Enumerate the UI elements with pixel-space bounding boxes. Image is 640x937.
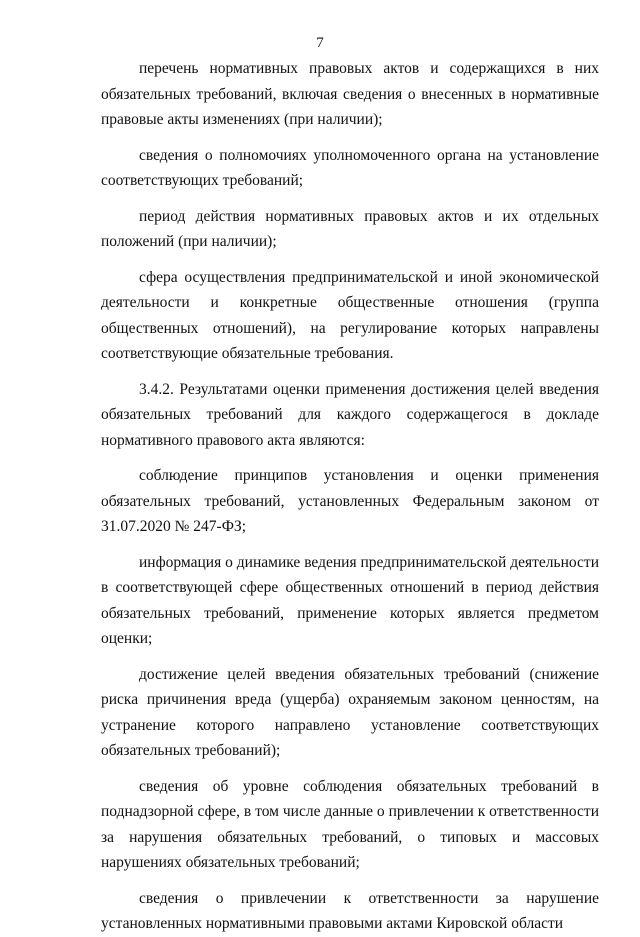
paragraph-principles-compliance: соблюдение принципов установления и оценки применения обязательных требований, установленных Федеральным законом от 31.07.2020 № 247-ФЗ; (101, 467, 599, 535)
paragraph-regulatory-acts-list: перечень нормативных правовых актов и содержащихся в них обязательных требований, включая сведения о внесенных в нормативные правовые акты изменениях (при наличии); (101, 60, 599, 128)
paragraph-authority-powers: сведения о полномочиях уполномоченного органа на установление соответствующих требований; (101, 146, 599, 189)
paragraph-activity-sphere: сфера осуществления предпринимательской и иной экономической деятельности и конкретные общественные отношения (группа общественных отношений), на регулирование которых направлены соответствующие обязательные требования. (101, 268, 599, 362)
paragraph-business-dynamics: информация о динамике ведения предпринимательской деятельности в соответствующей сфере общественных отношений в период действия обязательных требований, применение которых является предметом оценки; (101, 553, 599, 647)
paragraph-liability-info: сведения о привлечении к ответственности за нарушение установленных нормативными правовыми актами Кировской области (101, 889, 599, 932)
page-number: 7 (316, 35, 324, 51)
paragraph-goals-achievement: достижение целей введения обязательных требований (снижение риска причинения вреда (ущерба) охраняемым законом ценностям, на устранение которого направлено установление соответствующих обязательных требований); (101, 665, 599, 759)
paragraph-compliance-level: сведения об уровне соблюдения обязательных требований в поднадзорной сфере, в том числе данные о привлечении к ответственности за нарушения обязательных требований, о типовых и массовых нарушениях обязательных требований; (101, 777, 599, 871)
paragraph-section-3-4-2: 3.4.2. Результатами оценки применения достижения целей введения обязательных требований для каждого содержащегося в докладе нормативного правового акта являются: (101, 380, 599, 449)
document-body (101, 56, 599, 937)
paragraph-validity-period: период действия нормативных правовых актов и их отдельных положений (при наличии); (101, 207, 599, 250)
